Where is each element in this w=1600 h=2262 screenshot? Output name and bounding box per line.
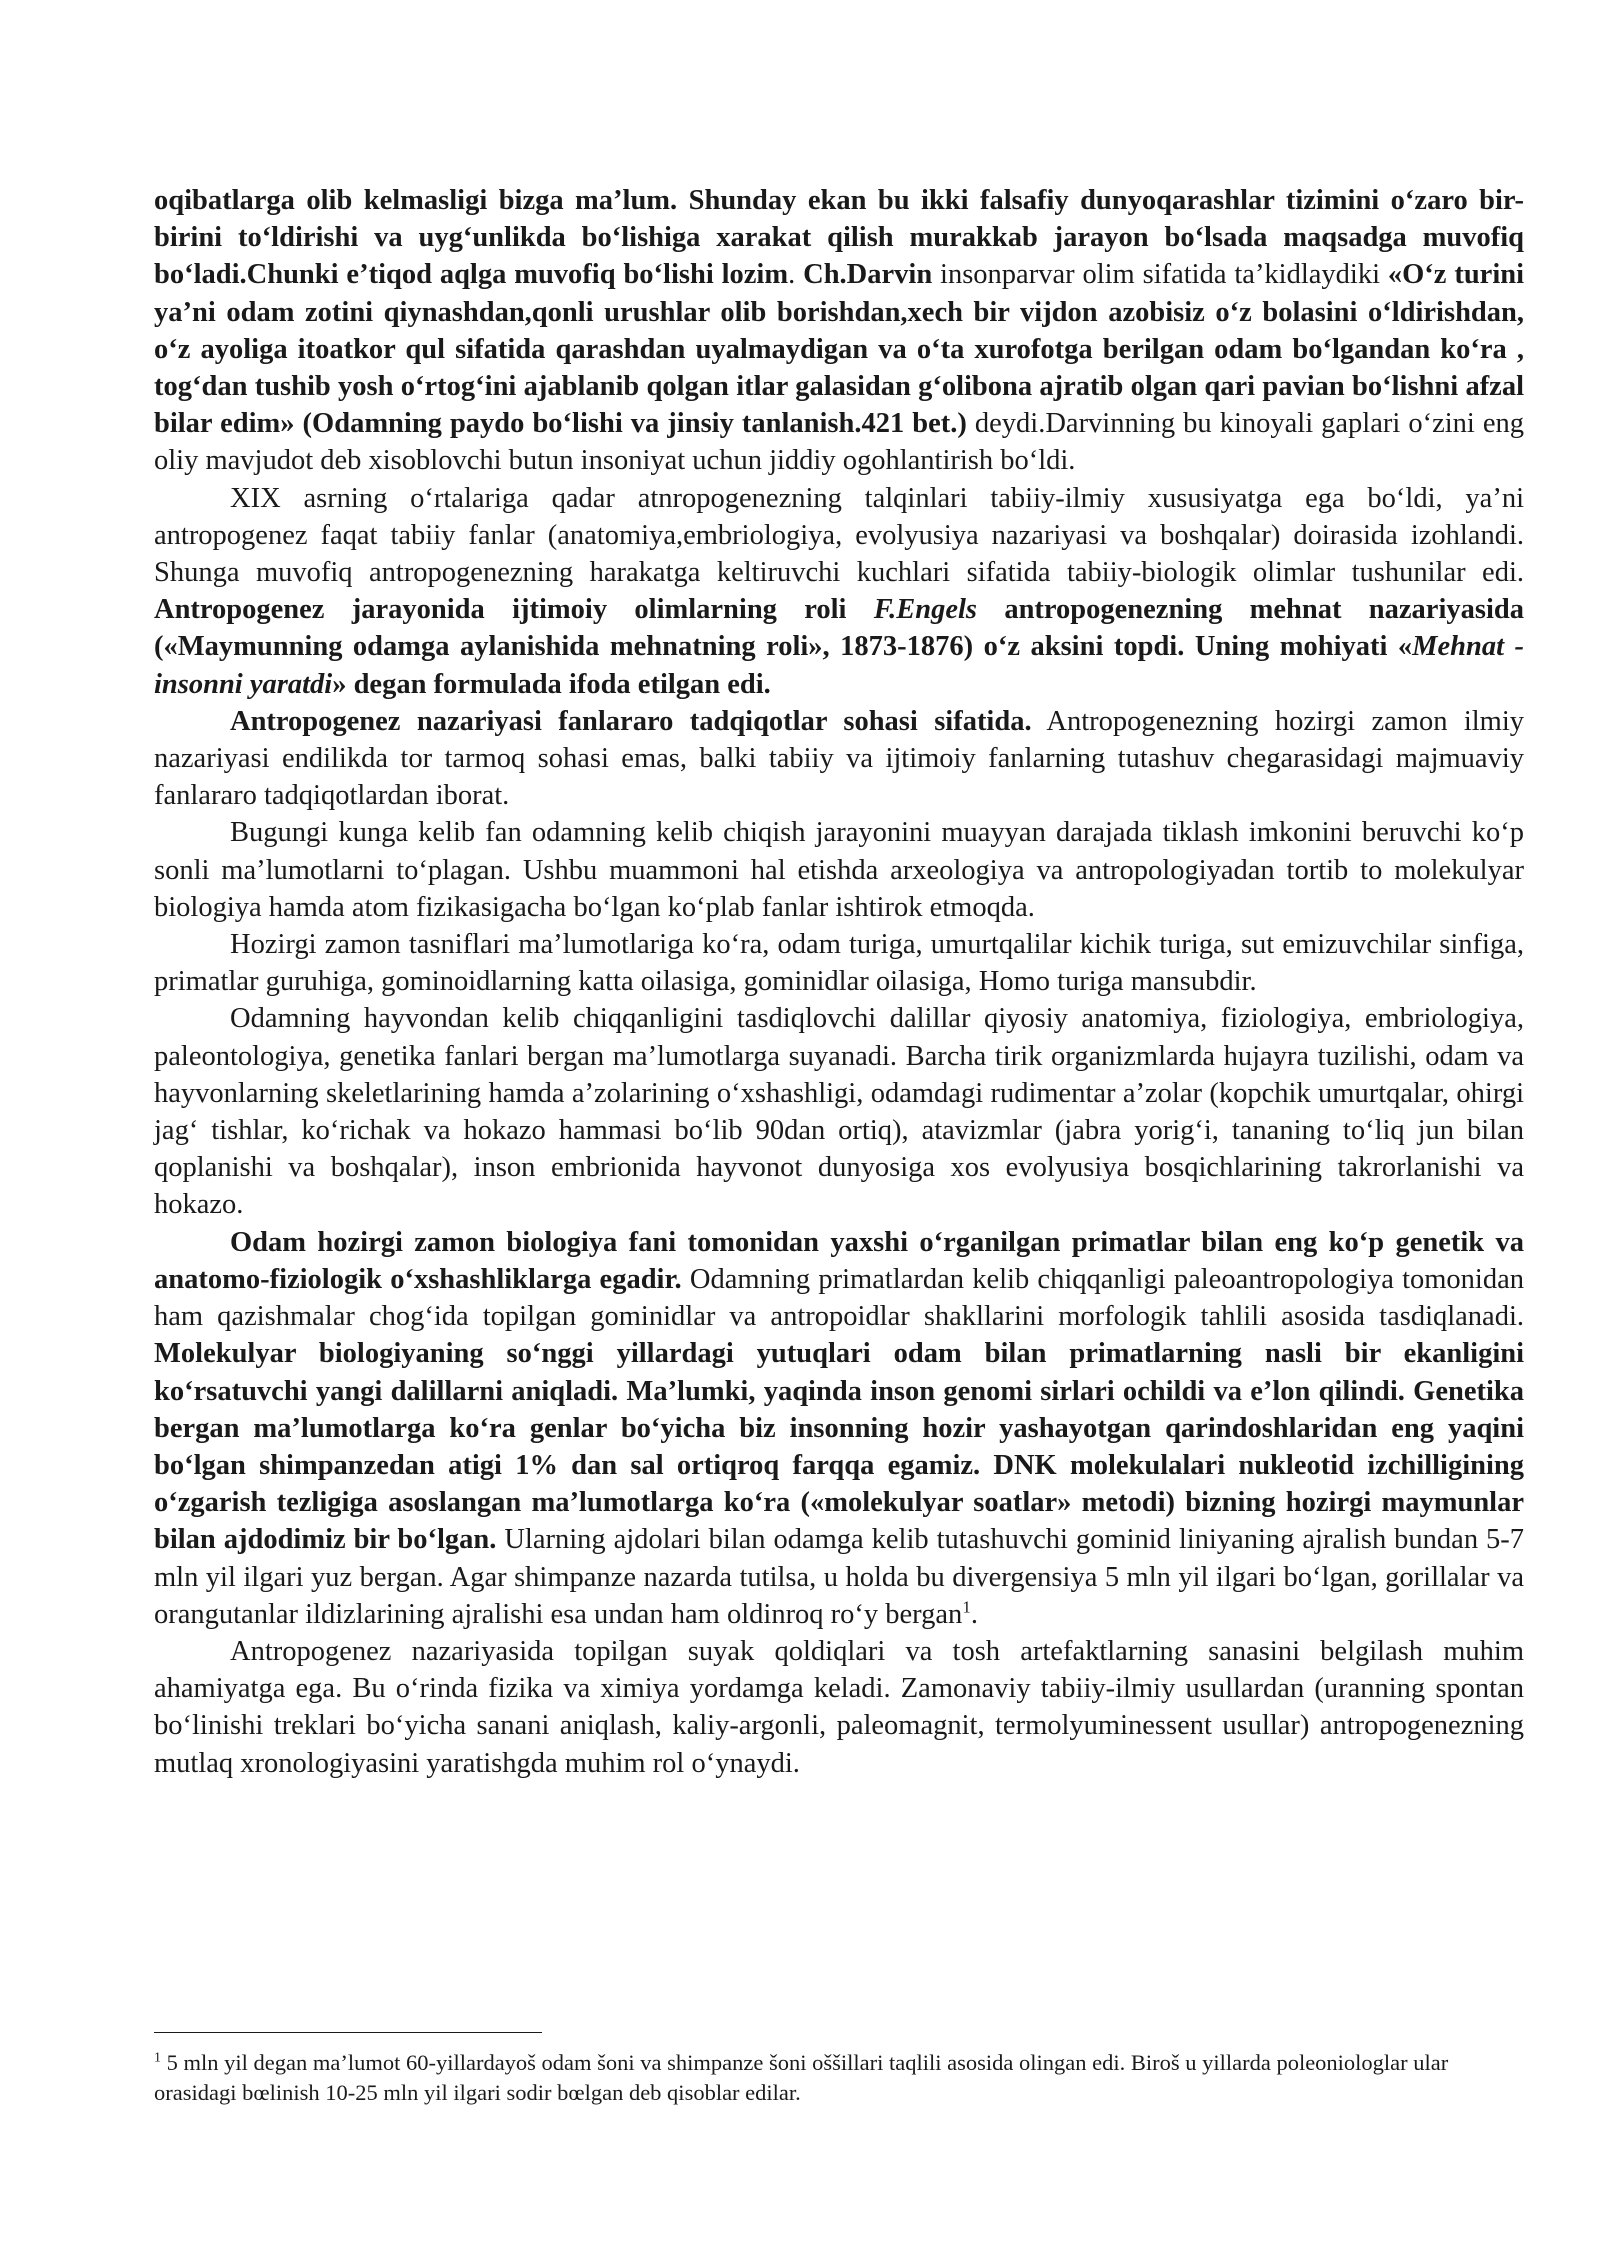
text-run: . (788, 259, 804, 291)
paragraph (154, 926, 1524, 1000)
text-run: Hozirgi zamon tasniflari ma’lumotlariga ko‘ra, odam turiga, umurtqalilar kichik turiga, sut emizuvchilar sinfiga, primatlar guruhiga, gominoidlarning katta oilasiga, gominidlar oilasiga, Homo turiga mansubdir. (154, 929, 1524, 998)
text-run: Ch.Darvin (803, 259, 933, 291)
text-run: Antropogenez jarayonida ijtimoiy olimlarning roli (154, 594, 874, 626)
text-run: Ularning ajdolari bilan odamga kelib tutashuvchi gominid liniyaning ajralish bundan 5-7 mln yil ilgari yuz bergan. Agar shimpanze nazarda tutilsa, u holda bu divergensiya 5 mln yil ilgari bo‘lgan, gorillalar va orangutanlar ildizlarining ajralishi esa undan ham oldinroq ro‘y bergan (154, 1524, 1524, 1630)
text-run: Odamning primatlardan kelib chiqqanligi paleoantropologiya tomonidan ham qazishmalar chog‘ida topilgan gominidlar va antropoidlar shakllarini morfologik tahlili asosida tasdiqlanadi. (154, 1263, 1524, 1333)
paragraph (154, 1000, 1524, 1223)
text-run: XIX asrning o‘rtalariga qadar atnropogenezning talqinlari tabiiy-ilmiy xususiyatga ega bo‘ldi, ya’ni antropogenez faqat tabiiy fanlar (anatomiya,embriologiya, evolyusiya nazariyasi va boshqalar) doirasida izohlandi. Shunga muvofiq antropogenezning harakatga keltiruvchi kuchlari sifatida tabiiy-biologik olimlar tushunilar edi. (154, 482, 1524, 589)
paragraph (154, 703, 1524, 815)
footnote-reference: 1 (962, 1597, 971, 1617)
document-body (154, 182, 1524, 1782)
footnote-mark: 1 (154, 2050, 161, 2066)
text-run: Bugungi kunga kelib fan odamning kelib chiqish jarayonini muayyan darajada tiklash imkonini beruvchi ko‘p sonli ma’lumotlarni to‘plagan. Ushbu muammoni hal etishda arxeologiya va antropologiyadan tortib to molekulyar biologiya hamda atom fizikasigacha bo‘lgan ko‘plab fanlar ishtirok etmoqda. (154, 817, 1524, 923)
text-run: Odamning hayvondan kelib chiqqanligini tasdiqlovchi dalillar qiyosiy anatomiya, fiziologiya, embriologiya, paleontologiya, genetika fanlari bergan ma’lumotlarga suyanadi. Barcha tirik organizmlarda hujayra tuzilishi, odam va hayvonlarning skeletlarining hamda a’zolarining o‘xshashligi, odamdagi rudimentar a’zolar (kopchik umurtqalar, ohirgi jag‘ tishlar, ko‘richak va hokazo hammasi bo‘lib 90dan ortiq), atavizmlar (jabra yorig‘i, tananing to‘liq jun bilan qoplanishi va boshqalar), inson embrionida hayvonot dunyosiga xos evolyusiya bosqichlarining takrorlanishi va hokazo. (154, 1003, 1524, 1221)
text-run: «O‘z turini ya’ni odam zotini qiynashdan,qonli urushlar olib borishdan,xech bir vijdon azobisiz o‘z bolasini o‘ldirishdan, o‘z ayoliga itoatkor qul sifatida qarashdan uyalmaydigan va o‘ta xurofotga berilgan odam bo‘lgandan ko‘ra , tog‘dan tushib yosh o‘rtog‘ini ajablanib qolgan itlar galasidan g‘olibona ajratib olgan qari pavian bo‘lishni afzal bilar edim» (Odamning paydo bo‘lishi va jinsiy tanlanish.421 bet.) (154, 259, 1525, 440)
text-run: . (970, 1598, 978, 1630)
text-run: Antropogenez nazariyasida topilgan suyak qoldiqlari va tosh artefaktlarning sanasini belgilash muhim ahamiyatga ega. Bu o‘rinda fizika va ximiya yordamga keladi. Zamonaviy tabiiy-ilmiy usullardan (uranning spontan bo‘linishi treklari bo‘yicha sanani aniqlash, kaliy-argonli, paleomagnit, termolyuminessent usullar) antropogenezning mutlaq xronologiyasini yaratishgda muhim rol o‘ynaydi. (154, 1635, 1524, 1779)
text-run: oqibatlarga olib kelmasligi bizga ma’lum. Shunday ekan bu ikki falsafiy dunyoqarashlar tizimini o‘zaro bir-birini to‘ldirishi va uyg‘unlikda bo‘lishiga xarakat qilish murakkab jarayon bo‘lsada maqsadga muvofiq bo‘ladi.Chunki e’tiqod aqlga muvofiq bo‘lishi lozim (154, 185, 1524, 291)
text-run: Antropogenez nazariyasi fanlararo tadqiqotlar sohasi sifatida. (230, 705, 1032, 737)
paragraph (154, 480, 1524, 703)
paragraph (154, 182, 1524, 480)
text-run: F.Engels (873, 594, 978, 626)
text-run: deydi.Darvinning bu kinoyali gaplari o‘zini eng oliy mavjudot deb xisoblovchi butun insoniyat uchun jiddiy ogohlantirish bo‘ldi. (154, 408, 1524, 477)
paragraph (154, 814, 1524, 926)
text-run: Antropogenezning hozirgi zamon ilmiy nazariyasi endilikda tor tarmoq sohasi emas, balki tabiiy va ijtimoiy fanlarning tutashuv chegarasidagi majmuaviy fanlararo tadqiqotlardan iborat. (154, 705, 1524, 812)
footnote-text: 5 mln yil degan ma’lumot 60-yillardayoš odam šoni va shimpanze šoni oššillari taqlili asosida olingan edi. Biroš u yillarda poleoniologlar ular orasidagi bœlinish 10-25 mln yil ilgari sodir bœlgan deb qisoblar edilar. (154, 2050, 1449, 2105)
text-run: antropogenezning mehnat nazariyasida («Maymunning odamga aylanishida mehnatning roli», 1873-1876) o‘z aksini topdi. Uning mohiyati « (154, 594, 1524, 663)
text-run: Molekulyar biologiyaning so‘nggi yillardagi yutuqlari odam bilan primatlarning nasli bir ekanligini ko‘rsatuvchi yangi dalillarni aniqladi. Ma’lumki, yaqinda inson genomi sirlari ochildi va e’lon qilindi. Genetika bergan ma’lumotlarga ko‘ra genlar bo‘yicha biz insonning hozir yashayotgan qarindoshlaridan eng yaqini bo‘lgan shimpanzedan atigi 1% dan sal ortiqroq farqqa egamiz. DNK molekulalari nukleotid izchilligining o‘zgarish tezligiga asoslangan ma’lumotlarga ko‘ra («molekulyar soatlar» metodi) bizning hozirgi maymunlar bilan ajdodimiz bir bo‘lgan. (154, 1338, 1524, 1556)
text-run: Odam hozirgi zamon biologiya fani tomonidan yaxshi o‘rganilgan primatlar bilan eng ko‘p genetik va anatomo-fiziologik o‘xshashliklarga egadir. (154, 1226, 1524, 1295)
footnote-separator (154, 2032, 542, 2033)
text-run: insonparvar olim sifatida ta’kidlaydiki (932, 259, 1388, 291)
footnote (154, 2048, 1524, 2108)
paragraph (154, 1633, 1524, 1782)
text-run: » degan formulada ifoda etilgan edi. (332, 668, 771, 700)
paragraph (154, 1224, 1524, 1633)
text-run: Mehnat -insonni yaratdi (154, 631, 1524, 700)
